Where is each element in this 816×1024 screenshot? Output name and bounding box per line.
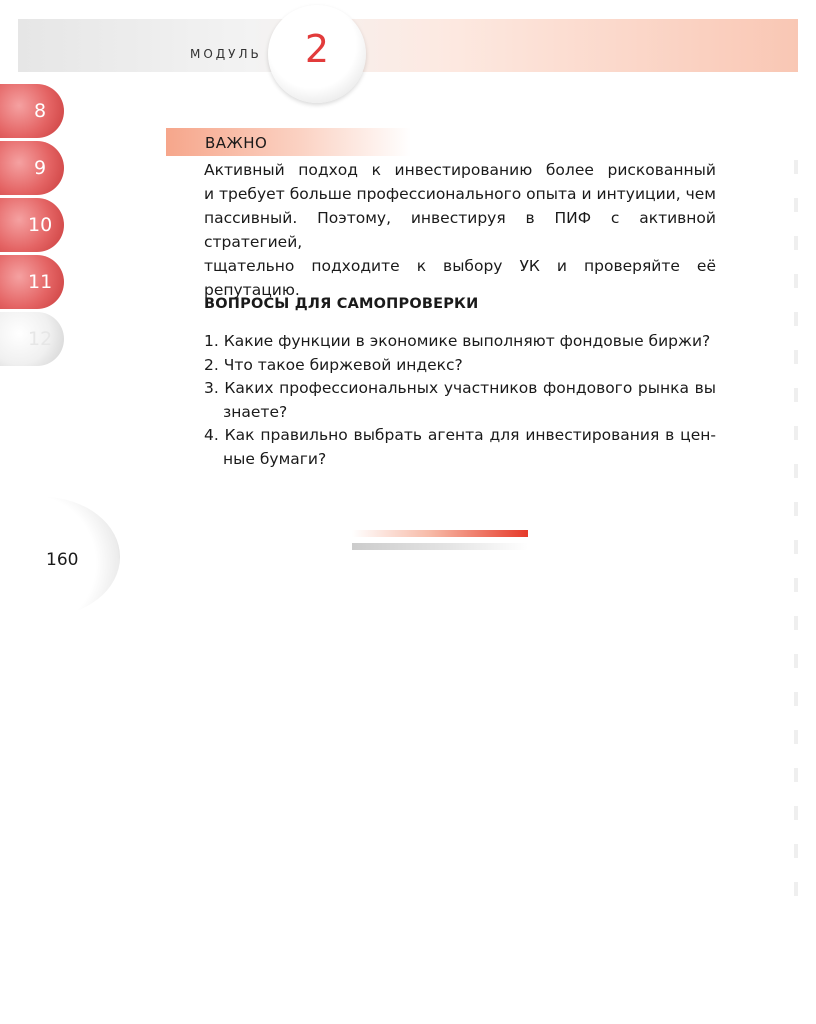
chapter-tab-label: 8: [34, 100, 47, 122]
important-line: и требует больше профессионального опыта и интуиции, чем: [204, 185, 716, 203]
chapter-tab-10[interactable]: [0, 198, 64, 252]
important-title: ВАЖНО: [205, 134, 268, 152]
chapter-tab-label: 10: [28, 214, 53, 236]
important-text: [204, 158, 716, 302]
page-number: 160: [46, 550, 79, 570]
chapter-tab-8[interactable]: [0, 84, 64, 138]
question-item: 4. Как правильно выбрать агента для инвестирования в ценные бумаги?: [204, 426, 716, 468]
chapter-tab-label: 11: [28, 271, 53, 293]
important-line: пассивный. Поэтому, инвестируя в ПИФ с активной стратегией,: [204, 209, 716, 251]
important-header-bar: [166, 128, 411, 156]
questions-list: [204, 330, 716, 471]
question-item: 3. Каких профессиональных участников фондового рынка вы знаете?: [204, 379, 716, 421]
chapter-tab-label: 9: [34, 157, 47, 179]
module-header-band: [18, 19, 798, 72]
chapter-tab-11[interactable]: [0, 255, 64, 309]
question-item: 2. Что такое биржевой индекс?: [204, 355, 463, 374]
chapter-tab-12[interactable]: [0, 312, 64, 366]
important-line: тщательно подходите к выбору УК и проверяйте её репутацию.: [204, 257, 716, 299]
important-line: Активный подход к инвестированию более рискованный: [204, 161, 716, 179]
chapter-tab-label: 12: [28, 328, 53, 350]
module-number-badge: [268, 5, 366, 103]
questions-title: ВОПРОСЫ ДЛЯ САМОПРОВЕРКИ: [204, 296, 479, 312]
chapter-tab-9[interactable]: [0, 141, 64, 195]
decorative-grey-line: [352, 543, 528, 550]
page-edge-marks: [794, 160, 798, 920]
decorative-red-line: [352, 530, 528, 537]
module-label: МОДУЛЬ: [190, 47, 262, 61]
question-item: 1. Какие функции в экономике выполняют фондовые биржи?: [204, 332, 711, 350]
module-number: 2: [304, 27, 330, 71]
